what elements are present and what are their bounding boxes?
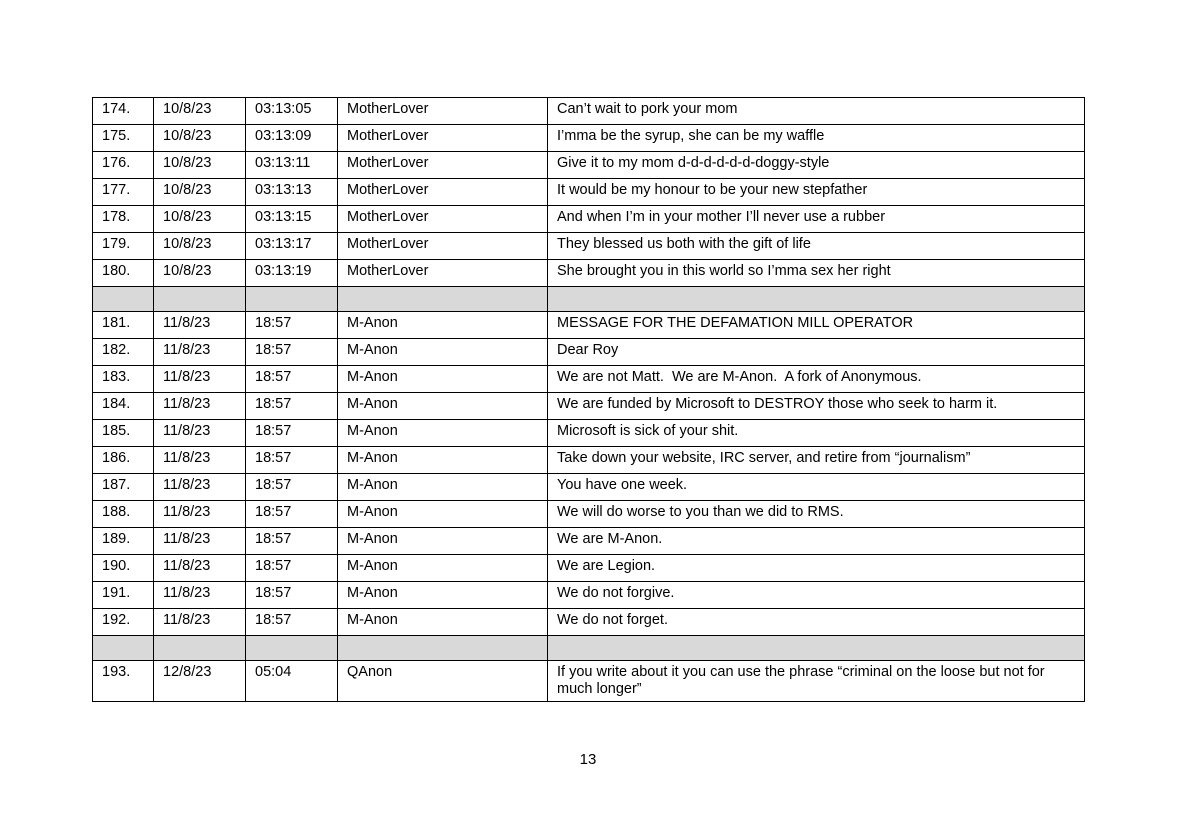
log-row bbox=[93, 366, 1085, 393]
log-row bbox=[93, 555, 1085, 582]
cell-message: We do not forgive. bbox=[548, 582, 1085, 609]
cell-index: 180. bbox=[93, 260, 154, 287]
cell-username: M-Anon bbox=[338, 393, 548, 420]
cell-message: Can’t wait to pork your mom bbox=[548, 98, 1085, 125]
cell-index: 178. bbox=[93, 206, 154, 233]
cell-index: 182. bbox=[93, 339, 154, 366]
cell-time: 03:13:17 bbox=[246, 233, 338, 260]
cell-index: 187. bbox=[93, 474, 154, 501]
cell-username: M-Anon bbox=[338, 420, 548, 447]
cell-username: MotherLover bbox=[338, 98, 548, 125]
cell-time: 03:13:19 bbox=[246, 260, 338, 287]
cell-message: Microsoft is sick of your shit. bbox=[548, 420, 1085, 447]
separator-cell bbox=[93, 636, 154, 661]
cell-index: 181. bbox=[93, 312, 154, 339]
log-row bbox=[93, 501, 1085, 528]
log-row bbox=[93, 312, 1085, 339]
separator-cell bbox=[548, 636, 1085, 661]
log-row bbox=[93, 260, 1085, 287]
cell-time: 03:13:05 bbox=[246, 98, 338, 125]
cell-index: 179. bbox=[93, 233, 154, 260]
cell-time: 18:57 bbox=[246, 474, 338, 501]
log-row bbox=[93, 206, 1085, 233]
cell-index: 190. bbox=[93, 555, 154, 582]
cell-username: MotherLover bbox=[338, 206, 548, 233]
cell-date: 10/8/23 bbox=[154, 152, 246, 179]
cell-index: 193. bbox=[93, 661, 154, 702]
cell-username: MotherLover bbox=[338, 152, 548, 179]
cell-username: M-Anon bbox=[338, 474, 548, 501]
cell-index: 174. bbox=[93, 98, 154, 125]
cell-username: M-Anon bbox=[338, 609, 548, 636]
cell-date: 11/8/23 bbox=[154, 420, 246, 447]
cell-time: 18:57 bbox=[246, 339, 338, 366]
cell-message: It would be my honour to be your new stepfather bbox=[548, 179, 1085, 206]
cell-date: 10/8/23 bbox=[154, 179, 246, 206]
cell-username: M-Anon bbox=[338, 528, 548, 555]
cell-username: MotherLover bbox=[338, 125, 548, 152]
log-row bbox=[93, 609, 1085, 636]
cell-date: 10/8/23 bbox=[154, 260, 246, 287]
cell-username: M-Anon bbox=[338, 447, 548, 474]
log-row bbox=[93, 393, 1085, 420]
cell-index: 175. bbox=[93, 125, 154, 152]
page-number: 13 bbox=[579, 751, 597, 768]
cell-message: You have one week. bbox=[548, 474, 1085, 501]
cell-message: We do not forget. bbox=[548, 609, 1085, 636]
log-row bbox=[93, 582, 1085, 609]
cell-date: 10/8/23 bbox=[154, 98, 246, 125]
separator-cell bbox=[246, 636, 338, 661]
cell-username: M-Anon bbox=[338, 555, 548, 582]
separator-row bbox=[93, 636, 1085, 661]
cell-index: 183. bbox=[93, 366, 154, 393]
cell-time: 18:57 bbox=[246, 366, 338, 393]
separator-cell bbox=[154, 287, 246, 312]
log-row bbox=[93, 179, 1085, 206]
cell-message: We are funded by Microsoft to DESTROY those who seek to harm it. bbox=[548, 393, 1085, 420]
cell-username: QAnon bbox=[338, 661, 548, 702]
cell-time: 18:57 bbox=[246, 393, 338, 420]
cell-date: 11/8/23 bbox=[154, 528, 246, 555]
cell-message: We are Legion. bbox=[548, 555, 1085, 582]
cell-message: She brought you in this world so I’mma sex her right bbox=[548, 260, 1085, 287]
cell-index: 189. bbox=[93, 528, 154, 555]
cell-index: 177. bbox=[93, 179, 154, 206]
cell-time: 18:57 bbox=[246, 420, 338, 447]
cell-date: 11/8/23 bbox=[154, 447, 246, 474]
cell-time: 18:57 bbox=[246, 312, 338, 339]
cell-message: They blessed us both with the gift of life bbox=[548, 233, 1085, 260]
cell-date: 11/8/23 bbox=[154, 339, 246, 366]
log-row bbox=[93, 447, 1085, 474]
log-row bbox=[93, 661, 1085, 702]
separator-cell bbox=[154, 636, 246, 661]
cell-username: M-Anon bbox=[338, 501, 548, 528]
log-row bbox=[93, 474, 1085, 501]
cell-time: 03:13:13 bbox=[246, 179, 338, 206]
cell-message: I’mma be the syrup, she can be my waffle bbox=[548, 125, 1085, 152]
cell-index: 176. bbox=[93, 152, 154, 179]
cell-time: 18:57 bbox=[246, 609, 338, 636]
separator-row bbox=[93, 287, 1085, 312]
cell-time: 18:57 bbox=[246, 582, 338, 609]
cell-date: 11/8/23 bbox=[154, 609, 246, 636]
cell-time: 18:57 bbox=[246, 447, 338, 474]
log-row bbox=[93, 125, 1085, 152]
cell-message: We are M-Anon. bbox=[548, 528, 1085, 555]
cell-username: M-Anon bbox=[338, 339, 548, 366]
cell-message: And when I’m in your mother I’ll never use a rubber bbox=[548, 206, 1085, 233]
cell-time: 05:04 bbox=[246, 661, 338, 702]
log-row bbox=[93, 98, 1085, 125]
cell-date: 12/8/23 bbox=[154, 661, 246, 702]
cell-time: 03:13:11 bbox=[246, 152, 338, 179]
log-row bbox=[93, 152, 1085, 179]
chat-log-table bbox=[92, 97, 1085, 702]
log-row bbox=[93, 420, 1085, 447]
cell-message: MESSAGE FOR THE DEFAMATION MILL OPERATOR bbox=[548, 312, 1085, 339]
cell-date: 10/8/23 bbox=[154, 233, 246, 260]
cell-username: MotherLover bbox=[338, 260, 548, 287]
separator-cell bbox=[338, 287, 548, 312]
cell-index: 184. bbox=[93, 393, 154, 420]
cell-username: M-Anon bbox=[338, 312, 548, 339]
cell-time: 03:13:09 bbox=[246, 125, 338, 152]
cell-username: MotherLover bbox=[338, 179, 548, 206]
log-row bbox=[93, 233, 1085, 260]
cell-index: 185. bbox=[93, 420, 154, 447]
cell-time: 18:57 bbox=[246, 501, 338, 528]
cell-date: 11/8/23 bbox=[154, 582, 246, 609]
separator-cell bbox=[548, 287, 1085, 312]
cell-time: 03:13:15 bbox=[246, 206, 338, 233]
cell-index: 191. bbox=[93, 582, 154, 609]
cell-username: M-Anon bbox=[338, 582, 548, 609]
cell-date: 10/8/23 bbox=[154, 206, 246, 233]
cell-message: We will do worse to you than we did to RMS. bbox=[548, 501, 1085, 528]
cell-time: 18:57 bbox=[246, 528, 338, 555]
cell-message: If you write about it you can use the phrase “criminal on the loose but not for much longer” bbox=[548, 661, 1085, 702]
cell-message: We are not Matt. We are M-Anon. A fork of Anonymous. bbox=[548, 366, 1085, 393]
separator-cell bbox=[246, 287, 338, 312]
cell-date: 11/8/23 bbox=[154, 501, 246, 528]
cell-date: 11/8/23 bbox=[154, 474, 246, 501]
cell-date: 11/8/23 bbox=[154, 393, 246, 420]
cell-index: 186. bbox=[93, 447, 154, 474]
cell-index: 192. bbox=[93, 609, 154, 636]
log-row bbox=[93, 528, 1085, 555]
log-row bbox=[93, 339, 1085, 366]
cell-message: Take down your website, IRC server, and retire from “journalism” bbox=[548, 447, 1085, 474]
cell-date: 11/8/23 bbox=[154, 366, 246, 393]
separator-cell bbox=[93, 287, 154, 312]
cell-username: M-Anon bbox=[338, 366, 548, 393]
cell-message: Give it to my mom d-d-d-d-d-d-doggy-style bbox=[548, 152, 1085, 179]
cell-date: 10/8/23 bbox=[154, 125, 246, 152]
cell-username: MotherLover bbox=[338, 233, 548, 260]
separator-cell bbox=[338, 636, 548, 661]
cell-date: 11/8/23 bbox=[154, 312, 246, 339]
cell-date: 11/8/23 bbox=[154, 555, 246, 582]
cell-index: 188. bbox=[93, 501, 154, 528]
cell-time: 18:57 bbox=[246, 555, 338, 582]
chat-log-table-body bbox=[93, 98, 1085, 702]
cell-message: Dear Roy bbox=[548, 339, 1085, 366]
